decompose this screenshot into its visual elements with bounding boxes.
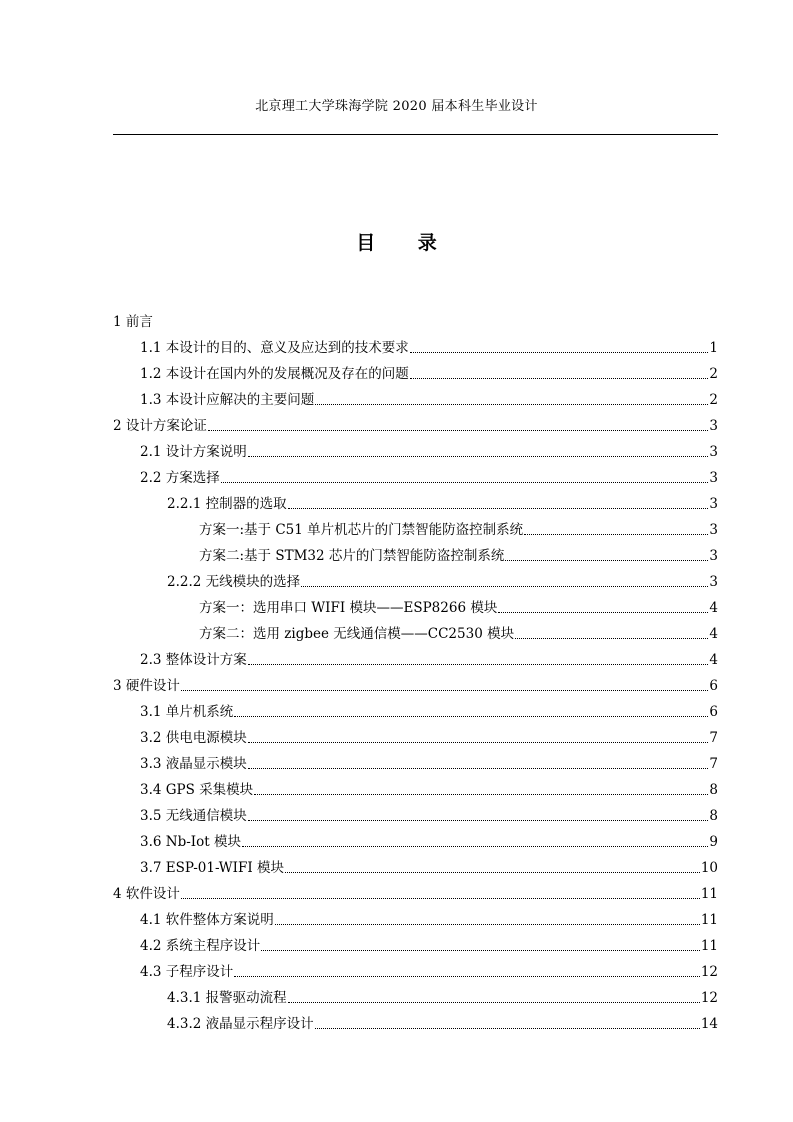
toc-entry-page: 3 (709, 574, 718, 590)
toc-entry-label: 4.3.1 报警驱动流程 (167, 990, 287, 1006)
toc-entry[interactable] (113, 1007, 718, 1033)
toc-entry[interactable] (113, 929, 718, 955)
toc-entry-page: 2 (709, 392, 718, 408)
toc-entry-label: 方案一：选用串口 WIFI 模块——ESP8266 模块 (199, 600, 498, 616)
toc-entry-label: 方案二:基于 STM32 芯片的门禁智能防盗控制系统 (199, 548, 505, 564)
toc-entry-label: 3.3 液晶显示模块 (140, 756, 247, 772)
toc-heading: 目 录 (356, 232, 455, 254)
toc-entry-label: 2.2.2 无线模块的选择 (167, 574, 301, 590)
toc-dot-leader (288, 508, 709, 509)
toc-dot-leader (221, 482, 709, 483)
toc-entry[interactable] (113, 435, 718, 461)
toc-entry[interactable] (113, 461, 718, 487)
toc-entry[interactable] (113, 721, 718, 747)
toc-dot-leader (248, 456, 709, 457)
toc-dot-leader (254, 794, 708, 795)
toc-dot-leader (410, 352, 709, 353)
toc-entry[interactable] (113, 331, 718, 357)
header-divider (113, 134, 718, 135)
toc-entry-page: 7 (709, 730, 718, 746)
toc-entry[interactable] (113, 513, 718, 539)
toc-entry-page: 6 (709, 704, 718, 720)
toc-entry[interactable] (113, 539, 718, 565)
toc-entry-label: 3 硬件设计 (113, 678, 180, 694)
toc-entry-label: 3.1 单片机系统 (140, 704, 234, 720)
toc-entry[interactable] (113, 825, 718, 851)
toc-entry-page: 3 (709, 418, 718, 434)
toc-entry-page: 4 (709, 600, 718, 616)
toc-dot-leader (275, 924, 700, 925)
toc-entry-label: 4.3 子程序设计 (140, 964, 234, 980)
toc-entry-label: 4.1 软件整体方案说明 (140, 912, 274, 928)
toc-dot-leader (515, 638, 708, 639)
toc-dot-leader (505, 560, 708, 561)
toc-entry[interactable] (113, 617, 718, 643)
toc-entry-page: 11 (700, 938, 718, 954)
toc-entry-label: 4.2 系统主程序设计 (140, 938, 261, 954)
toc-entry-label: 3.6 Nb-Iot 模块 (140, 834, 241, 850)
toc-entry-page: 2 (709, 366, 718, 382)
toc-dot-leader (248, 820, 709, 821)
toc-entry-label: 1.1 本设计的目的、意义及应达到的技术要求 (140, 340, 409, 356)
toc-entry-page: 12 (700, 964, 718, 980)
toc-entry[interactable] (113, 305, 718, 331)
toc-entry[interactable] (113, 487, 718, 513)
toc-entry-label: 方案一:基于 C51 单片机芯片的门禁智能防盗控制系统 (199, 522, 524, 538)
toc-entry-page: 11 (700, 912, 718, 928)
table-of-contents (113, 305, 718, 1033)
toc-dot-leader (261, 950, 700, 951)
toc-entry[interactable] (113, 357, 718, 383)
toc-entry[interactable] (113, 695, 718, 721)
toc-dot-leader (248, 768, 709, 769)
toc-dot-leader (288, 1002, 700, 1003)
toc-entry-label: 3.7 ESP-01-WIFI 模块 (140, 860, 284, 876)
toc-entry-page: 7 (709, 756, 718, 772)
toc-dot-leader (181, 898, 700, 899)
toc-entry[interactable] (113, 383, 718, 409)
toc-entry-label: 1.2 本设计在国内外的发展概况及存在的问题 (140, 366, 409, 382)
toc-dot-leader (242, 846, 708, 847)
toc-entry[interactable] (113, 669, 718, 695)
toc-entry-page: 4 (709, 626, 718, 642)
toc-entry[interactable] (113, 955, 718, 981)
toc-entry[interactable] (113, 591, 718, 617)
toc-dot-leader (248, 664, 709, 665)
toc-dot-leader (234, 716, 708, 717)
toc-entry-label: 方案二：选用 zigbee 无线通信模——CC2530 模块 (199, 626, 515, 642)
toc-entry-page: 3 (709, 444, 718, 460)
toc-dot-leader (234, 976, 700, 977)
toc-entry-page: 8 (709, 782, 718, 798)
toc-entry[interactable] (113, 409, 718, 435)
toc-entry-label: 4.3.2 液晶显示程序设计 (167, 1016, 314, 1032)
toc-dot-leader (301, 586, 708, 587)
toc-entry-page: 3 (709, 496, 718, 512)
toc-entry[interactable] (113, 643, 718, 669)
toc-entry-label: 2.3 整体设计方案 (140, 652, 247, 668)
toc-entry-label: 1.3 本设计应解决的主要问题 (140, 392, 315, 408)
toc-dot-leader (285, 872, 700, 873)
toc-dot-leader (181, 690, 709, 691)
toc-entry[interactable] (113, 565, 718, 591)
toc-entry-page: 8 (709, 808, 718, 824)
toc-entry[interactable] (113, 981, 718, 1007)
toc-entry-page: 1 (709, 340, 718, 356)
toc-entry-page: 3 (709, 548, 718, 564)
toc-dot-leader (248, 742, 709, 743)
toc-dot-leader (498, 612, 708, 613)
toc-dot-leader (315, 1028, 700, 1029)
toc-entry-page: 10 (700, 860, 718, 876)
toc-entry[interactable] (113, 903, 718, 929)
toc-entry-label: 3.5 无线通信模块 (140, 808, 247, 824)
toc-entry-label: 1 前言 (113, 314, 153, 330)
toc-entry[interactable] (113, 799, 718, 825)
toc-entry-page: 12 (700, 990, 718, 1006)
toc-entry-label: 2.1 设计方案说明 (140, 444, 247, 460)
toc-entry-label: 4 软件设计 (113, 886, 180, 902)
toc-entry[interactable] (113, 773, 718, 799)
toc-entry-page: 14 (700, 1016, 718, 1032)
toc-entry-label: 3.2 供电电源模块 (140, 730, 247, 746)
toc-dot-leader (524, 534, 708, 535)
toc-entry-label: 2.2.1 控制器的选取 (167, 496, 287, 512)
toc-entry[interactable] (113, 851, 718, 877)
toc-entry-page: 6 (709, 678, 718, 694)
toc-entry-label: 2.2 方案选择 (140, 470, 220, 486)
toc-dot-leader (410, 378, 709, 379)
toc-entry-page: 4 (709, 652, 718, 668)
page-header-title: 北京理工大学珠海学院 2020 届本科生毕业设计 (255, 99, 538, 114)
toc-dot-leader (208, 430, 709, 431)
toc-entry-page: 3 (709, 522, 718, 538)
toc-entry-label: 2 设计方案论证 (113, 418, 207, 434)
toc-entry-label: 3.4 GPS 采集模块 (140, 782, 254, 798)
toc-dot-leader (315, 404, 708, 405)
toc-entry-page: 9 (709, 834, 718, 850)
toc-entry-page: 3 (709, 470, 718, 486)
toc-entry[interactable] (113, 877, 718, 903)
toc-entry-page: 11 (700, 886, 718, 902)
toc-entry[interactable] (113, 747, 718, 773)
